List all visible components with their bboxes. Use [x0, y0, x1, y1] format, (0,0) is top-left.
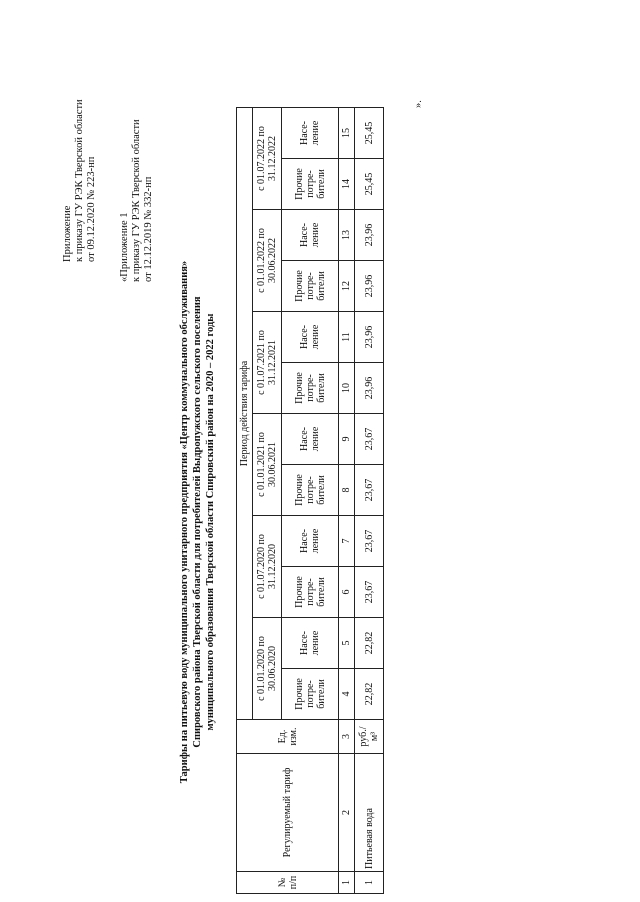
appendix-line: Приложение [62, 205, 73, 262]
category-population: Насе-ление [282, 312, 339, 363]
appendix-ref-line: к приказу ГУ РЭК Тверской области [131, 119, 142, 282]
period-header: с 01.07.2021 по 31.12.2021 [253, 312, 282, 414]
tariff-value: 23,67 [355, 567, 384, 618]
period-header: с 01.01.2021 по 30.06.2021 [253, 414, 282, 516]
appendix-reference-note [119, 119, 155, 282]
column-index: 11 [339, 312, 355, 363]
row-tariff-name: Питьевая вода [355, 754, 384, 872]
tariff-value: 22,82 [355, 618, 384, 669]
header-tariff: Регулируемый тариф [237, 754, 339, 872]
column-index: 8 [339, 465, 355, 516]
document-title [178, 202, 217, 842]
row-num: 1 [355, 872, 384, 894]
column-index: 15 [339, 108, 355, 159]
column-index: 1 [339, 872, 355, 894]
period-header: с 01.07.2022 по 31.12.2022 [253, 108, 282, 210]
period-header: с 01.01.2022 по 30.06.2022 [253, 210, 282, 312]
title-line: Спировского района Тверской области для потребителей Выдропужского сельского поселения [192, 296, 203, 748]
category-population: Насе-ление [282, 516, 339, 567]
appendix-line: от 09.12.2020 № 223-нп [86, 156, 97, 262]
appendix-line: к приказу ГУ РЭК Тверской области [74, 99, 85, 262]
category-other: Прочие потре-бители [282, 669, 339, 720]
tariff-value: 23,67 [355, 465, 384, 516]
tariff-value: 23,96 [355, 210, 384, 261]
header-period: Период действия тарифа [237, 108, 253, 720]
period-header: с 01.01.2020 по 30.06.2020 [253, 618, 282, 720]
tariff-value: 25,45 [355, 159, 384, 210]
category-other: Прочие потре-бители [282, 465, 339, 516]
column-index: 10 [339, 363, 355, 414]
column-index: 9 [339, 414, 355, 465]
column-index: 6 [339, 567, 355, 618]
tariff-value: 23,96 [355, 363, 384, 414]
category-other: Прочие потре-бители [282, 567, 339, 618]
header-unit: Ед. изм. [237, 720, 339, 754]
category-population: Насе-ление [282, 618, 339, 669]
period-header: с 01.07.2020 по 31.12.2020 [253, 516, 282, 618]
column-index: 14 [339, 159, 355, 210]
appendix-note [62, 99, 98, 262]
title-line: муниципального образования Тверской области Спировский район на 2020 – 2022 годы [205, 313, 216, 731]
row-unit: руб./м³ [355, 720, 384, 754]
column-index: 12 [339, 261, 355, 312]
appendix-ref-line: от 12.12.2019 № 332-нп [143, 176, 154, 282]
title-line: Тарифы на питьевую воду муниципального унитарного предприятия «Центр коммунального обслуживания» [179, 260, 190, 784]
closing-quote: ». [413, 100, 424, 108]
column-index: 13 [339, 210, 355, 261]
tariff-value: 22,82 [355, 669, 384, 720]
column-index: 3 [339, 720, 355, 754]
column-index: 7 [339, 516, 355, 567]
category-other: Прочие потре-бители [282, 261, 339, 312]
column-index: 2 [339, 754, 355, 872]
header-num: № п/п [237, 872, 339, 894]
category-other: Прочие потре-бители [282, 159, 339, 210]
tariff-value: 23,67 [355, 414, 384, 465]
tariff-value: 23,67 [355, 516, 384, 567]
category-population: Насе-ление [282, 210, 339, 261]
table-row [355, 108, 384, 894]
tariff-value: 23,96 [355, 312, 384, 363]
appendix-ref-line: «Приложение 1 [119, 212, 130, 282]
category-population: Насе-ление [282, 108, 339, 159]
category-population: Насе-ление [282, 414, 339, 465]
column-index: 4 [339, 669, 355, 720]
column-index: 5 [339, 618, 355, 669]
tariff-value: 25,45 [355, 108, 384, 159]
category-other: Прочие потре-бители [282, 363, 339, 414]
tariff-value: 23,96 [355, 261, 384, 312]
tariff-table [236, 107, 384, 894]
